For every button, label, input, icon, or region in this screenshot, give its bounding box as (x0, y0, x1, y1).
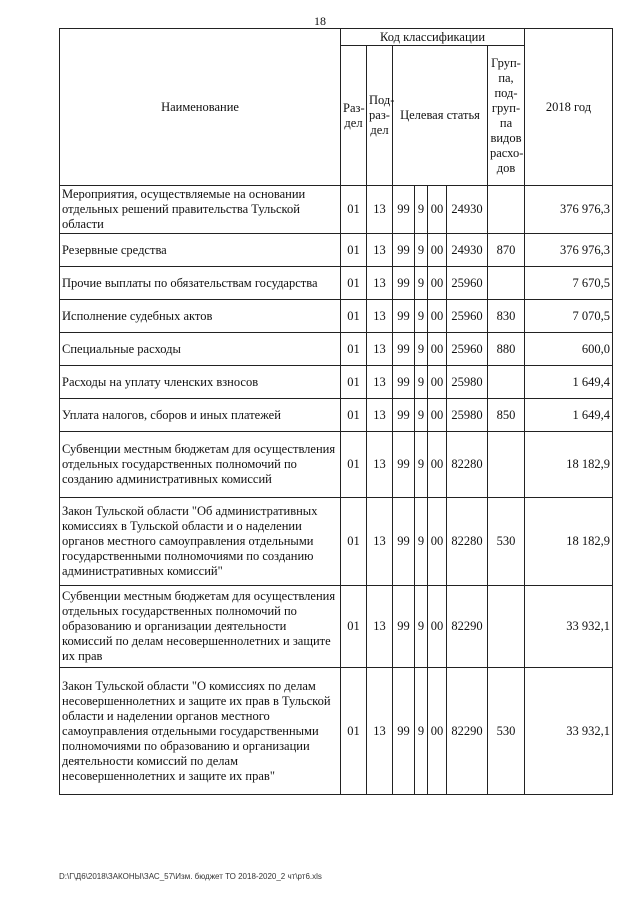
budget-table (59, 28, 613, 795)
row-target-code: 25980 (447, 399, 488, 432)
table-row (60, 234, 613, 267)
row-podrazdel: 13 (367, 234, 393, 267)
table-row (60, 267, 613, 300)
row-expense-type (488, 432, 525, 498)
header-code-group: Код классификации (341, 29, 525, 46)
row-amount: 18 182,9 (525, 432, 613, 498)
row-expense-type: 830 (488, 300, 525, 333)
row-amount: 376 976,3 (525, 234, 613, 267)
row-podrazdel: 13 (367, 586, 393, 668)
file-path-footer: D:\Г\Д6\2018\ЗАКОНЫ\ЗАС_57\Изм. бюджет ТО 2018-2020_2 чт\рт6.xls (59, 872, 322, 881)
row-target-code: 25980 (447, 366, 488, 399)
row-razdel: 01 (341, 586, 367, 668)
header-group: Груп-па, под-груп-па видов расхо-дов (488, 46, 525, 186)
row-amount: 18 182,9 (525, 498, 613, 586)
row-target-subprogram: 9 (415, 366, 428, 399)
header-year: 2018 год (525, 29, 613, 186)
row-podrazdel: 13 (367, 186, 393, 234)
row-target-subprogram: 9 (415, 586, 428, 668)
row-target-code: 82290 (447, 668, 488, 795)
row-target-direction: 00 (428, 267, 447, 300)
row-target-subprogram: 9 (415, 300, 428, 333)
row-target-code: 25960 (447, 333, 488, 366)
row-razdel: 01 (341, 668, 367, 795)
row-target-subprogram: 9 (415, 267, 428, 300)
row-podrazdel: 13 (367, 432, 393, 498)
row-name: Уплата налогов, сборов и иных платежей (60, 399, 341, 432)
row-target-subprogram: 9 (415, 399, 428, 432)
row-amount: 600,0 (525, 333, 613, 366)
row-expense-type: 850 (488, 399, 525, 432)
row-target-code: 25960 (447, 300, 488, 333)
table-row (60, 366, 613, 399)
row-amount: 1 649,4 (525, 366, 613, 399)
row-target-subprogram: 9 (415, 186, 428, 234)
row-expense-type: 530 (488, 498, 525, 586)
row-name: Закон Тульской области "Об административных комиссиях в Тульской области и о наделении органов местного самоуправления отдельными государственными полномочиями по созданию административных комиссий" (60, 498, 341, 586)
row-name: Резервные средства (60, 234, 341, 267)
row-target-code: 24930 (447, 186, 488, 234)
row-target-program: 99 (393, 399, 415, 432)
row-expense-type (488, 366, 525, 399)
row-amount: 376 976,3 (525, 186, 613, 234)
row-amount: 1 649,4 (525, 399, 613, 432)
row-target-direction: 00 (428, 333, 447, 366)
table-row (60, 333, 613, 366)
row-target-program: 99 (393, 186, 415, 234)
row-target-program: 99 (393, 586, 415, 668)
row-target-subprogram: 9 (415, 498, 428, 586)
row-target-program: 99 (393, 234, 415, 267)
table-row (60, 432, 613, 498)
header-name: Наименование (60, 29, 341, 186)
row-name: Специальные расходы (60, 333, 341, 366)
row-target-code: 24930 (447, 234, 488, 267)
row-podrazdel: 13 (367, 399, 393, 432)
row-amount: 7 670,5 (525, 267, 613, 300)
row-name: Исполнение судебных актов (60, 300, 341, 333)
row-target-code: 82280 (447, 432, 488, 498)
row-target-direction: 00 (428, 668, 447, 795)
row-expense-type (488, 586, 525, 668)
row-name: Субвенции местным бюджетам для осуществления отдельных государственных полномочий по образованию и организации деятельности комиссий по делам несовершеннолетних и защите их прав (60, 586, 341, 668)
row-target-subprogram: 9 (415, 668, 428, 795)
row-expense-type (488, 186, 525, 234)
row-target-direction: 00 (428, 366, 447, 399)
row-expense-type: 880 (488, 333, 525, 366)
row-target-code: 82280 (447, 498, 488, 586)
row-amount: 7 070,5 (525, 300, 613, 333)
row-target-code: 82290 (447, 586, 488, 668)
row-razdel: 01 (341, 399, 367, 432)
row-target-program: 99 (393, 333, 415, 366)
row-target-subprogram: 9 (415, 432, 428, 498)
row-target-subprogram: 9 (415, 333, 428, 366)
header-row-1 (60, 29, 613, 46)
row-razdel: 01 (341, 432, 367, 498)
row-amount: 33 932,1 (525, 668, 613, 795)
table-row (60, 668, 613, 795)
table-row (60, 300, 613, 333)
row-name: Субвенции местным бюджетам для осуществления отдельных государственных полномочий по созданию административных комиссий (60, 432, 341, 498)
row-razdel: 01 (341, 267, 367, 300)
table-row (60, 586, 613, 668)
row-target-subprogram: 9 (415, 234, 428, 267)
row-target-direction: 00 (428, 432, 447, 498)
table-row (60, 399, 613, 432)
table-row (60, 498, 613, 586)
row-name: Мероприятия, осуществляемые на основании отдельных решений правительства Тульской области (60, 186, 341, 234)
row-razdel: 01 (341, 300, 367, 333)
row-razdel: 01 (341, 234, 367, 267)
row-target-program: 99 (393, 366, 415, 399)
row-target-program: 99 (393, 432, 415, 498)
row-expense-type: 870 (488, 234, 525, 267)
row-podrazdel: 13 (367, 498, 393, 586)
row-target-code: 25960 (447, 267, 488, 300)
row-razdel: 01 (341, 333, 367, 366)
row-podrazdel: 13 (367, 668, 393, 795)
row-target-program: 99 (393, 300, 415, 333)
row-target-program: 99 (393, 498, 415, 586)
page-number: 18 (314, 14, 326, 28)
row-target-program: 99 (393, 267, 415, 300)
row-name: Прочие выплаты по обязательствам государства (60, 267, 341, 300)
row-name: Закон Тульской области "О комиссиях по делам несовершеннолетних и защите их прав в Тульской области и наделении органов местного самоуправления отдельными государственными полномочиями по образованию и организации деятельности комиссий по делам несовершеннолетних и защите их прав" (60, 668, 341, 795)
row-target-program: 99 (393, 668, 415, 795)
row-podrazdel: 13 (367, 267, 393, 300)
row-target-direction: 00 (428, 234, 447, 267)
row-amount: 33 932,1 (525, 586, 613, 668)
header-podrazdel: Под-раз-дел (367, 46, 393, 186)
row-target-direction: 00 (428, 586, 447, 668)
row-razdel: 01 (341, 186, 367, 234)
row-target-direction: 00 (428, 498, 447, 586)
header-razdel: Раз-дел (341, 46, 367, 186)
row-podrazdel: 13 (367, 366, 393, 399)
row-expense-type (488, 267, 525, 300)
row-podrazdel: 13 (367, 333, 393, 366)
row-target-direction: 00 (428, 186, 447, 234)
row-razdel: 01 (341, 366, 367, 399)
row-podrazdel: 13 (367, 300, 393, 333)
row-razdel: 01 (341, 498, 367, 586)
table-row (60, 186, 613, 234)
header-target: Целевая статья (393, 46, 488, 186)
row-name: Расходы на уплату членских взносов (60, 366, 341, 399)
row-target-direction: 00 (428, 300, 447, 333)
row-target-direction: 00 (428, 399, 447, 432)
row-expense-type: 530 (488, 668, 525, 795)
